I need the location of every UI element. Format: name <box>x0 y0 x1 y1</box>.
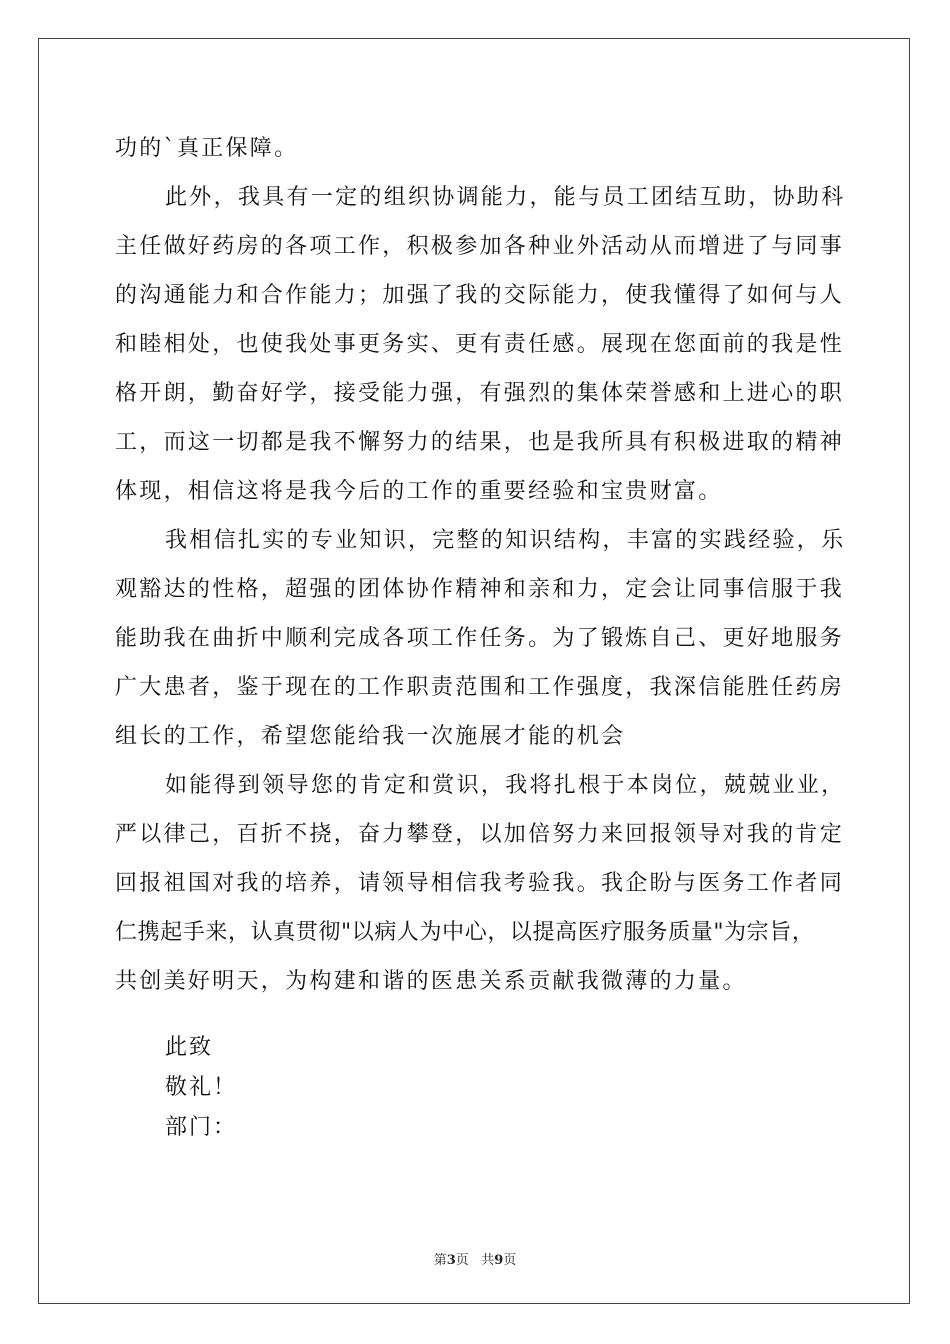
text-line: 组长的工作，希望您能给我一次施展才能的机会 <box>115 724 626 749</box>
page-footer <box>0 1249 950 1268</box>
text-line: 格开朗，勤奋好学，接受能力强，有强烈的集体荣誉感和上进心的职 <box>115 381 845 406</box>
text-line: 广大患者，鉴于现在的工作职责范围和工作强度，我深信能胜任药房 <box>115 675 845 700</box>
page-prefix: 第 <box>433 1253 447 1268</box>
letter-body <box>115 124 855 1006</box>
text-line: 和睦相处，也使我处事更务实、更有责任感。展现在您面前的我是性 <box>115 332 845 357</box>
text-line: 观豁达的性格，超强的团体协作精神和亲和力，定会让同事信服于我 <box>115 577 845 602</box>
paragraph-start-line: 如能得到领导您的肯定和赏识，我将扎根于本岗位，兢兢业业， <box>165 773 846 798</box>
text-line: 能助我在曲折中顺利完成各项工作任务。为了锻炼自己、更好地服务 <box>115 626 845 651</box>
page-unit: 页 <box>455 1253 469 1268</box>
text-line: 体现，相信这将是我今后的工作的重要经验和宝贵财富。 <box>115 479 723 504</box>
page-total: 9 <box>494 1253 504 1268</box>
text-line: 主任做好药房的各项工作，积极参加各种业外活动从而增进了与同事 <box>115 234 845 259</box>
text-line: 功的`真正保障。 <box>115 136 299 161</box>
paragraph-start-line: 此外，我具有一定的组织协调能力，能与员工团结互助，协助科 <box>165 185 846 210</box>
page-current: 3 <box>446 1253 456 1268</box>
paragraph-start-line: 我相信扎实的专业知识，完整的知识结构，丰富的实践经验，乐 <box>165 528 846 553</box>
closing-respect: 敬礼！ <box>165 1075 238 1100</box>
text-line: 工，而这一切都是我不懈努力的结果，也是我所具有积极进取的精神 <box>115 430 845 455</box>
total-unit: 页 <box>503 1253 517 1268</box>
text-line: 严以律己，百折不挠，奋力攀登，以加倍努力来回报领导对我的肯定 <box>115 822 845 847</box>
text-line: 仁携起手来，认真贯彻"以病人为中心，以提高医疗服务质量"为宗旨， <box>115 920 815 945</box>
letter-closing <box>165 1028 237 1148</box>
text-line: 回报祖国对我的培养，请领导相信我考验我。我企盼与医务工作者同 <box>115 871 845 896</box>
text-line: 的沟通能力和合作能力；加强了我的交际能力，使我懂得了如何与人 <box>115 283 845 308</box>
total-prefix: 共 <box>481 1253 495 1268</box>
closing-department: 部门： <box>165 1115 238 1140</box>
closing-salutation: 此致 <box>165 1035 214 1060</box>
text-line: 共创美好明天，为构建和谐的医患关系贡献我微薄的力量。 <box>115 969 747 994</box>
